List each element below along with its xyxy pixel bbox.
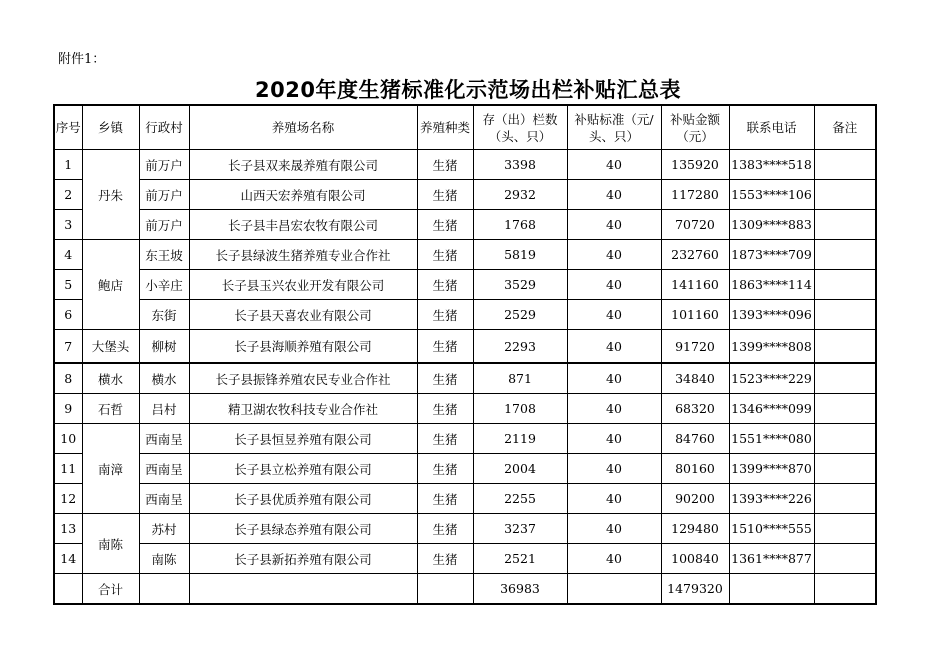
table-row xyxy=(54,210,876,240)
cell-index: 1 xyxy=(54,150,82,180)
cell-remark xyxy=(814,574,876,605)
cell-phone: 1553****106 xyxy=(729,180,814,210)
cell-village: 小辛庄 xyxy=(139,270,189,300)
cell-species: 生猪 xyxy=(417,240,473,270)
table-row xyxy=(54,394,876,424)
table-row xyxy=(54,544,876,574)
cell-village: 前万户 xyxy=(139,150,189,180)
col-header-index: 序号 xyxy=(54,105,82,150)
cell-rate: 40 xyxy=(567,270,661,300)
page-title: 2020年度生猪标准化示范场出栏补贴汇总表 xyxy=(255,78,681,102)
cell-farm: 长子县玉兴农业开发有限公司 xyxy=(189,270,417,300)
col-header-farm: 养殖场名称 xyxy=(189,105,417,150)
cell-phone: 1523****229 xyxy=(729,363,814,394)
cell-stock: 1768 xyxy=(473,210,567,240)
table-row xyxy=(54,270,876,300)
cell-index: 7 xyxy=(54,330,82,364)
cell-farm: 长子县立松养殖有限公司 xyxy=(189,454,417,484)
cell-village: 东王坡 xyxy=(139,240,189,270)
cell-town: 丹朱 xyxy=(82,150,139,240)
cell-rate: 40 xyxy=(567,394,661,424)
cell-species: 生猪 xyxy=(417,330,473,364)
cell-index: 12 xyxy=(54,484,82,514)
cell-stock: 2255 xyxy=(473,484,567,514)
cell-rate: 40 xyxy=(567,424,661,454)
table-row xyxy=(54,424,876,454)
cell-phone: 1510****555 xyxy=(729,514,814,544)
table-row xyxy=(54,180,876,210)
cell-remark xyxy=(814,270,876,300)
cell-amount: 135920 xyxy=(661,150,729,180)
cell-village xyxy=(139,574,189,605)
cell-farm: 长子县振锋养殖农民专业合作社 xyxy=(189,363,417,394)
cell-index: 10 xyxy=(54,424,82,454)
cell-rate: 40 xyxy=(567,240,661,270)
cell-stock: 3398 xyxy=(473,150,567,180)
cell-amount: 117280 xyxy=(661,180,729,210)
cell-rate: 40 xyxy=(567,514,661,544)
cell-phone: 1393****096 xyxy=(729,300,814,330)
cell-species: 生猪 xyxy=(417,180,473,210)
cell-village: 柳树 xyxy=(139,330,189,364)
cell-index: 9 xyxy=(54,394,82,424)
table-row xyxy=(54,363,876,394)
cell-amount: 80160 xyxy=(661,454,729,484)
table-row xyxy=(54,240,876,270)
cell-remark xyxy=(814,363,876,394)
cell-stock: 871 xyxy=(473,363,567,394)
cell-village: 西南呈 xyxy=(139,454,189,484)
cell-rate xyxy=(567,574,661,605)
col-header-amount: 补贴金额（元） xyxy=(661,105,729,150)
cell-phone: 1383****518 xyxy=(729,150,814,180)
table-row xyxy=(54,484,876,514)
total-stock: 36983 xyxy=(473,574,567,605)
cell-remark xyxy=(814,454,876,484)
cell-species: 生猪 xyxy=(417,484,473,514)
cell-stock: 1708 xyxy=(473,394,567,424)
cell-rate: 40 xyxy=(567,454,661,484)
cell-species xyxy=(417,574,473,605)
cell-index xyxy=(54,574,82,605)
cell-index: 4 xyxy=(54,240,82,270)
cell-stock: 2004 xyxy=(473,454,567,484)
cell-remark xyxy=(814,240,876,270)
cell-farm: 长子县天喜农业有限公司 xyxy=(189,300,417,330)
cell-stock: 2293 xyxy=(473,330,567,364)
cell-farm: 长子县新拓养殖有限公司 xyxy=(189,544,417,574)
cell-village: 前万户 xyxy=(139,210,189,240)
cell-phone: 1863****114 xyxy=(729,270,814,300)
cell-phone: 1346****099 xyxy=(729,394,814,424)
cell-rate: 40 xyxy=(567,150,661,180)
cell-amount: 68320 xyxy=(661,394,729,424)
cell-species: 生猪 xyxy=(417,544,473,574)
cell-town: 南漳 xyxy=(82,424,139,514)
subsidy-table xyxy=(53,104,877,605)
cell-index: 2 xyxy=(54,180,82,210)
cell-rate: 40 xyxy=(567,300,661,330)
col-header-rate: 补贴标准（元/头、只） xyxy=(567,105,661,150)
total-label: 合计 xyxy=(82,574,139,605)
table-row xyxy=(54,330,876,364)
cell-village: 西南呈 xyxy=(139,424,189,454)
cell-species: 生猪 xyxy=(417,394,473,424)
cell-remark xyxy=(814,484,876,514)
cell-farm: 长子县绿态养殖有限公司 xyxy=(189,514,417,544)
cell-index: 13 xyxy=(54,514,82,544)
cell-farm: 精卫湖农牧科技专业合作社 xyxy=(189,394,417,424)
cell-amount: 34840 xyxy=(661,363,729,394)
col-header-stock: 存（出）栏数（头、只） xyxy=(473,105,567,150)
cell-farm: 长子县优质养殖有限公司 xyxy=(189,484,417,514)
cell-farm: 长子县绿波生猪养殖专业合作社 xyxy=(189,240,417,270)
cell-phone: 1393****226 xyxy=(729,484,814,514)
cell-phone: 1399****808 xyxy=(729,330,814,364)
cell-stock: 2119 xyxy=(473,424,567,454)
cell-town: 南陈 xyxy=(82,514,139,574)
attachment-label: 附件1： xyxy=(58,52,106,67)
cell-stock: 3529 xyxy=(473,270,567,300)
cell-farm: 长子县丰昌宏农牧有限公司 xyxy=(189,210,417,240)
cell-index: 14 xyxy=(54,544,82,574)
cell-town: 鲍店 xyxy=(82,240,139,330)
cell-phone xyxy=(729,574,814,605)
cell-amount: 90200 xyxy=(661,484,729,514)
cell-amount: 70720 xyxy=(661,210,729,240)
cell-amount: 141160 xyxy=(661,270,729,300)
cell-town: 横水 xyxy=(82,363,139,394)
cell-rate: 40 xyxy=(567,363,661,394)
cell-rate: 40 xyxy=(567,330,661,364)
cell-village: 苏村 xyxy=(139,514,189,544)
cell-rate: 40 xyxy=(567,180,661,210)
cell-species: 生猪 xyxy=(417,454,473,484)
cell-species: 生猪 xyxy=(417,363,473,394)
table-row xyxy=(54,454,876,484)
cell-town: 石哲 xyxy=(82,394,139,424)
cell-amount: 91720 xyxy=(661,330,729,364)
cell-remark xyxy=(814,180,876,210)
cell-amount: 84760 xyxy=(661,424,729,454)
cell-index: 6 xyxy=(54,300,82,330)
cell-index: 3 xyxy=(54,210,82,240)
cell-farm: 长子县双来晟养殖有限公司 xyxy=(189,150,417,180)
cell-species: 生猪 xyxy=(417,514,473,544)
cell-farm: 山西天宏养殖有限公司 xyxy=(189,180,417,210)
table-row xyxy=(54,514,876,544)
cell-remark xyxy=(814,300,876,330)
cell-stock: 2932 xyxy=(473,180,567,210)
cell-index: 8 xyxy=(54,363,82,394)
cell-remark xyxy=(814,544,876,574)
cell-phone: 1361****877 xyxy=(729,544,814,574)
cell-remark xyxy=(814,424,876,454)
cell-species: 生猪 xyxy=(417,150,473,180)
cell-remark xyxy=(814,394,876,424)
cell-amount: 100840 xyxy=(661,544,729,574)
cell-farm: 长子县海顺养殖有限公司 xyxy=(189,330,417,364)
cell-amount: 129480 xyxy=(661,514,729,544)
col-header-town: 乡镇 xyxy=(82,105,139,150)
cell-species: 生猪 xyxy=(417,424,473,454)
cell-rate: 40 xyxy=(567,210,661,240)
cell-stock: 5819 xyxy=(473,240,567,270)
cell-village: 横水 xyxy=(139,363,189,394)
cell-remark xyxy=(814,330,876,364)
cell-remark xyxy=(814,210,876,240)
cell-stock: 3237 xyxy=(473,514,567,544)
cell-rate: 40 xyxy=(567,544,661,574)
cell-village: 东街 xyxy=(139,300,189,330)
table-row xyxy=(54,150,876,180)
total-amount: 1479320 xyxy=(661,574,729,605)
cell-stock: 2529 xyxy=(473,300,567,330)
cell-village: 西南呈 xyxy=(139,484,189,514)
col-header-species: 养殖种类 xyxy=(417,105,473,150)
cell-town: 大堡头 xyxy=(82,330,139,364)
cell-species: 生猪 xyxy=(417,210,473,240)
total-row xyxy=(54,574,876,605)
cell-amount: 232760 xyxy=(661,240,729,270)
col-header-village: 行政村 xyxy=(139,105,189,150)
cell-village: 南陈 xyxy=(139,544,189,574)
cell-farm xyxy=(189,574,417,605)
cell-remark xyxy=(814,514,876,544)
cell-village: 吕村 xyxy=(139,394,189,424)
cell-species: 生猪 xyxy=(417,270,473,300)
cell-phone: 1309****883 xyxy=(729,210,814,240)
cell-phone: 1551****080 xyxy=(729,424,814,454)
cell-phone: 1873****709 xyxy=(729,240,814,270)
cell-farm: 长子县恒昱养殖有限公司 xyxy=(189,424,417,454)
cell-index: 5 xyxy=(54,270,82,300)
cell-index: 11 xyxy=(54,454,82,484)
cell-phone: 1399****870 xyxy=(729,454,814,484)
cell-amount: 101160 xyxy=(661,300,729,330)
col-header-remark: 备注 xyxy=(814,105,876,150)
cell-remark xyxy=(814,150,876,180)
cell-rate: 40 xyxy=(567,484,661,514)
cell-species: 生猪 xyxy=(417,300,473,330)
cell-village: 前万户 xyxy=(139,180,189,210)
cell-stock: 2521 xyxy=(473,544,567,574)
col-header-phone: 联系电话 xyxy=(729,105,814,150)
header-row xyxy=(54,105,876,150)
table-row xyxy=(54,300,876,330)
